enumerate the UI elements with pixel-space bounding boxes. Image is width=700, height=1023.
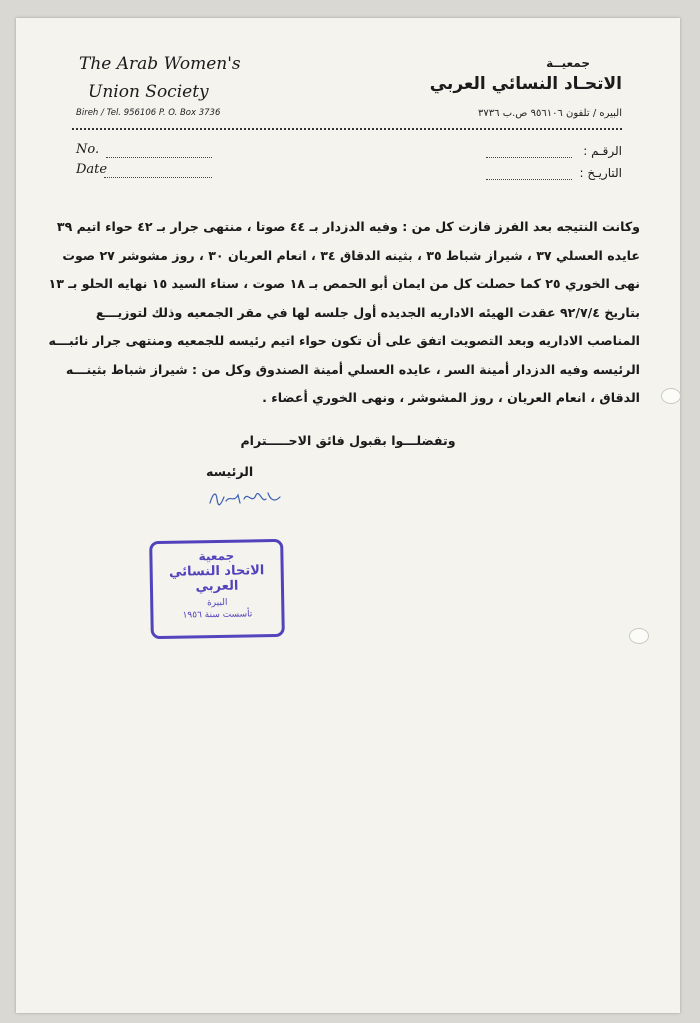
letterhead-english-address: Bireh / Tel. 956106 P. O. Box 3736	[76, 108, 221, 118]
number-label-en: No.	[76, 142, 100, 157]
letterhead-arabic-society: جمعيــة	[546, 56, 590, 70]
handwritten-signature	[204, 481, 284, 511]
date-field-line-en	[104, 176, 212, 178]
stamp-line-3: البيرة	[206, 597, 228, 609]
letterhead-english-name-line1: The Arab Women's	[79, 54, 241, 74]
body-line: الرئيسه وفيه الدزدار أمينة السر ، عايده العسلي أمينة الصندوق وكل من : شيراز شباط بثينـــه	[65, 361, 640, 377]
stamp-line-4: تأسست سنة ١٩٥٦	[182, 609, 253, 621]
letter-sheet	[16, 18, 680, 1013]
letter-body	[48, 213, 640, 413]
body-line: الدقاق ، انعام العريان ، روز المشوشر ، ونهى الخوري أعضاء .	[262, 390, 640, 405]
number-field-line-en	[106, 156, 212, 158]
letterhead-english-name-line2: Union Society	[88, 82, 209, 102]
society-stamp	[149, 539, 285, 639]
signer-title: الرئيسه	[206, 464, 254, 479]
binder-hole-top	[661, 388, 681, 404]
body-line: وكانت النتيجه بعد الفرز فازت كل من : وفيه الدزدار بـ ٤٤ صوتا ، منتهى جرار بـ ٤٢ حواء اتيم ٣٩	[56, 219, 640, 234]
stamp-line-1: جمعية	[198, 548, 235, 564]
date-field-line-ar	[486, 178, 572, 180]
date-label-ar: التاريـخ :	[579, 166, 622, 180]
body-line: المناصب الاداريه وبعد التصويت اتفق على أن تكون حواء اتيم رئيسه للجمعيه ومنتهى جرار نائبـــه	[48, 333, 640, 348]
letterhead-arabic-address: البيره / تلفون ٩٥٦١٠٦ ص.ب ٣٧٣٦	[478, 108, 622, 119]
number-field-line-ar	[486, 156, 572, 158]
letterhead-divider	[72, 128, 622, 132]
body-line: عايده العسلي ٣٧ ، شيراز شباط ٣٥ ، بثينه الدقاق ٣٤ ، انعام العريان ٣٠ ، روز مشوشر ٢٧ صوت	[62, 247, 640, 263]
body-line: نهى الخوري ٢٥ كما حصلت كل من ايمان أبو الحمص بـ ١٨ صوت ، سناء السيد ١٥ نهايه الحلو بـ ١٣	[48, 276, 640, 291]
number-label-ar: الرقـم :	[583, 144, 622, 158]
date-label-en: Date	[76, 162, 108, 177]
letterhead-arabic-union: الاتحـاد النسائي العربي	[429, 74, 622, 94]
body-line: بتاريخ ٩٢/٧/٤ عقدت الهيئه الاداريه الجديده أول جلسه لها في مقر الجمعيه وذلك لتوزيـــع	[95, 304, 640, 320]
binder-hole-bottom	[629, 628, 649, 644]
stamp-line-2: الاتحاد النسائي العربي	[168, 563, 265, 595]
closing-salutation: وتفضلـــوا بقبول فائق الاحـــــترام	[240, 433, 456, 448]
